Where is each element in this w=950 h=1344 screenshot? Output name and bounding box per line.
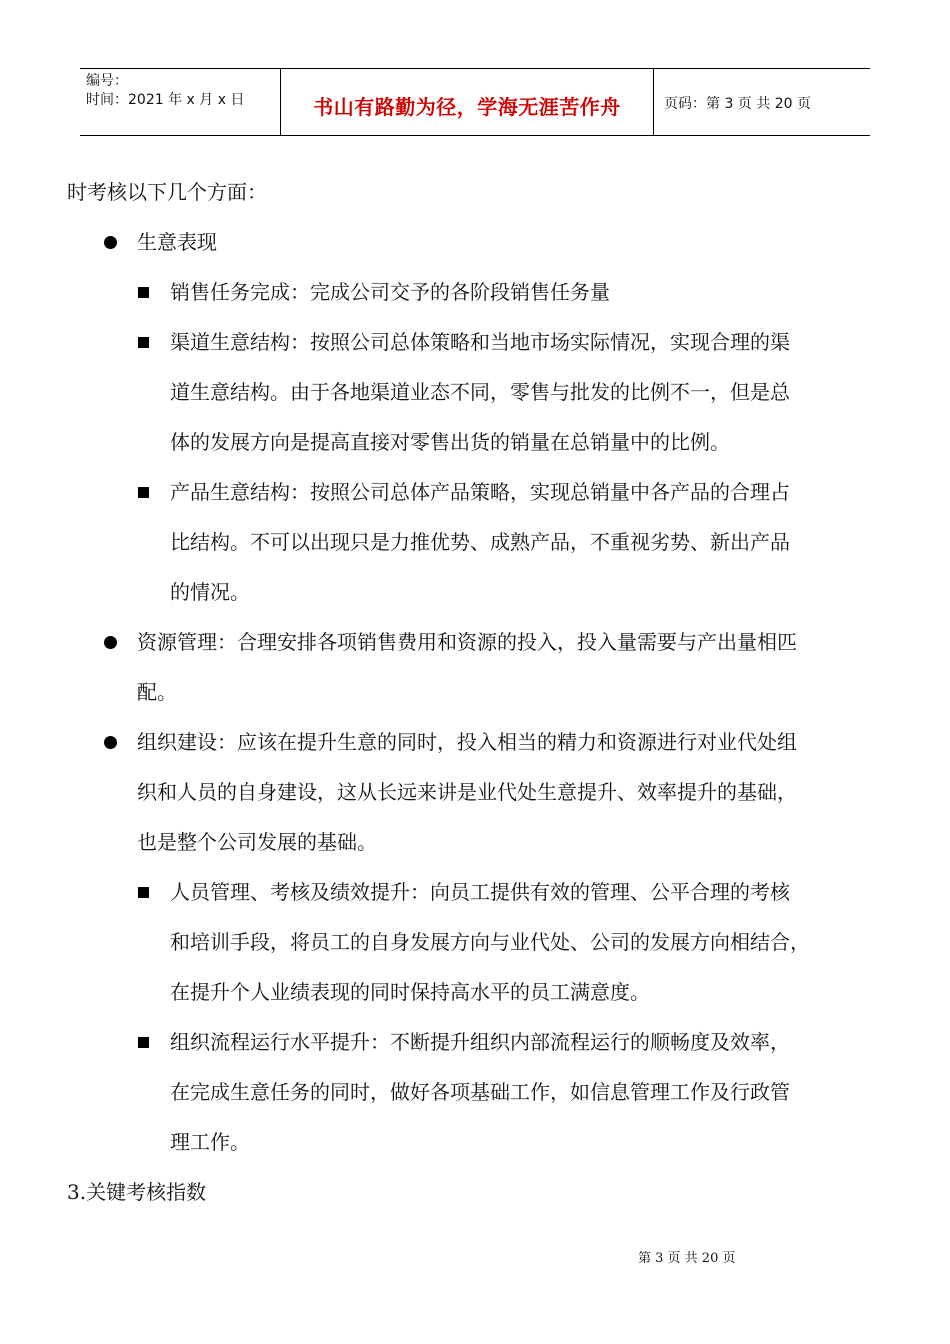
page-footer: 第 3 页 共 20 页 bbox=[638, 1251, 736, 1266]
sub-process-line-1: 组织流程运行水平提升：不断提升组织内部流程运行的顺畅度及效率， bbox=[170, 1030, 790, 1054]
sub-staff-line-2: 和培训手段，将员工的自身发展方向与业代处、公司的发展方向相结合， bbox=[170, 930, 810, 954]
intro-text: 时考核以下几个方面： bbox=[67, 180, 267, 204]
bullet-org-line-3: 也是整个公司发展的基础。 bbox=[137, 830, 377, 854]
bullet-org-line-1: 组织建设：应该在提升生意的同时，投入相当的精力和资源进行对业代处组 bbox=[137, 730, 797, 754]
square-bullet-icon bbox=[138, 337, 149, 348]
square-bullet-icon bbox=[138, 887, 149, 898]
bullet-org-line-2: 织和人员的自身建设，这从长远来讲是业代处生意提升、效率提升的基础， bbox=[137, 780, 797, 804]
sub-process-line-2: 在完成生意任务的同时，做好各项基础工作，如信息管理工作及行政管 bbox=[170, 1080, 790, 1104]
sub-staff-line-1: 人员管理、考核及绩效提升：向员工提供有效的管理、公平合理的考核 bbox=[170, 880, 790, 904]
square-bullet-icon bbox=[138, 1037, 149, 1048]
sub-channel-line-2: 道生意结构。由于各地渠道业态不同，零售与批发的比例不一，但是总 bbox=[170, 380, 790, 404]
time-label: 时间：2021 年 x 月 x 日 bbox=[86, 92, 245, 108]
header-motto: 书山有路勤为径，学海无涯苦作舟 bbox=[281, 69, 654, 135]
sub-process-line-3: 理工作。 bbox=[170, 1130, 250, 1154]
sub-sales-task: 销售任务完成：完成公司交予的各阶段销售任务量 bbox=[170, 280, 610, 304]
sub-channel-line-1: 渠道生意结构：按照公司总体策略和当地市场实际情况，实现合理的渠 bbox=[170, 330, 790, 354]
header-meta-cell bbox=[80, 69, 281, 135]
bullet-resource-line-2: 配。 bbox=[137, 680, 177, 704]
header-page-label: 页码：第 3 页 共 20 页 bbox=[664, 96, 811, 112]
document-header bbox=[80, 68, 870, 136]
bullet-business-performance: 生意表现 bbox=[137, 230, 217, 254]
sub-product-line-2: 比结构。不可以出现只是力推优势、成熟产品，不重视劣势、新出产品 bbox=[170, 530, 790, 554]
sub-product-line-3: 的情况。 bbox=[170, 580, 250, 604]
sub-product-line-1: 产品生意结构：按照公司总体产品策略，实现总销量中各产品的合理占 bbox=[170, 480, 790, 504]
square-bullet-icon bbox=[138, 287, 149, 298]
bullet-resource-line-1: 资源管理：合理安排各项销售费用和资源的投入，投入量需要与产出量相匹 bbox=[137, 630, 797, 654]
bullet-dot-icon bbox=[104, 736, 117, 749]
bullet-dot-icon bbox=[104, 636, 117, 649]
sub-staff-line-3: 在提升个人业绩表现的同时保持高水平的员工满意度。 bbox=[170, 980, 650, 1004]
number-label: 编号： bbox=[86, 73, 128, 89]
section-heading: 3.关键考核指数 bbox=[67, 1180, 207, 1204]
sub-channel-line-3: 体的发展方向是提高直接对零售出货的销量在总销量中的比例。 bbox=[170, 430, 730, 454]
bullet-dot-icon bbox=[104, 236, 117, 249]
square-bullet-icon bbox=[138, 487, 149, 498]
